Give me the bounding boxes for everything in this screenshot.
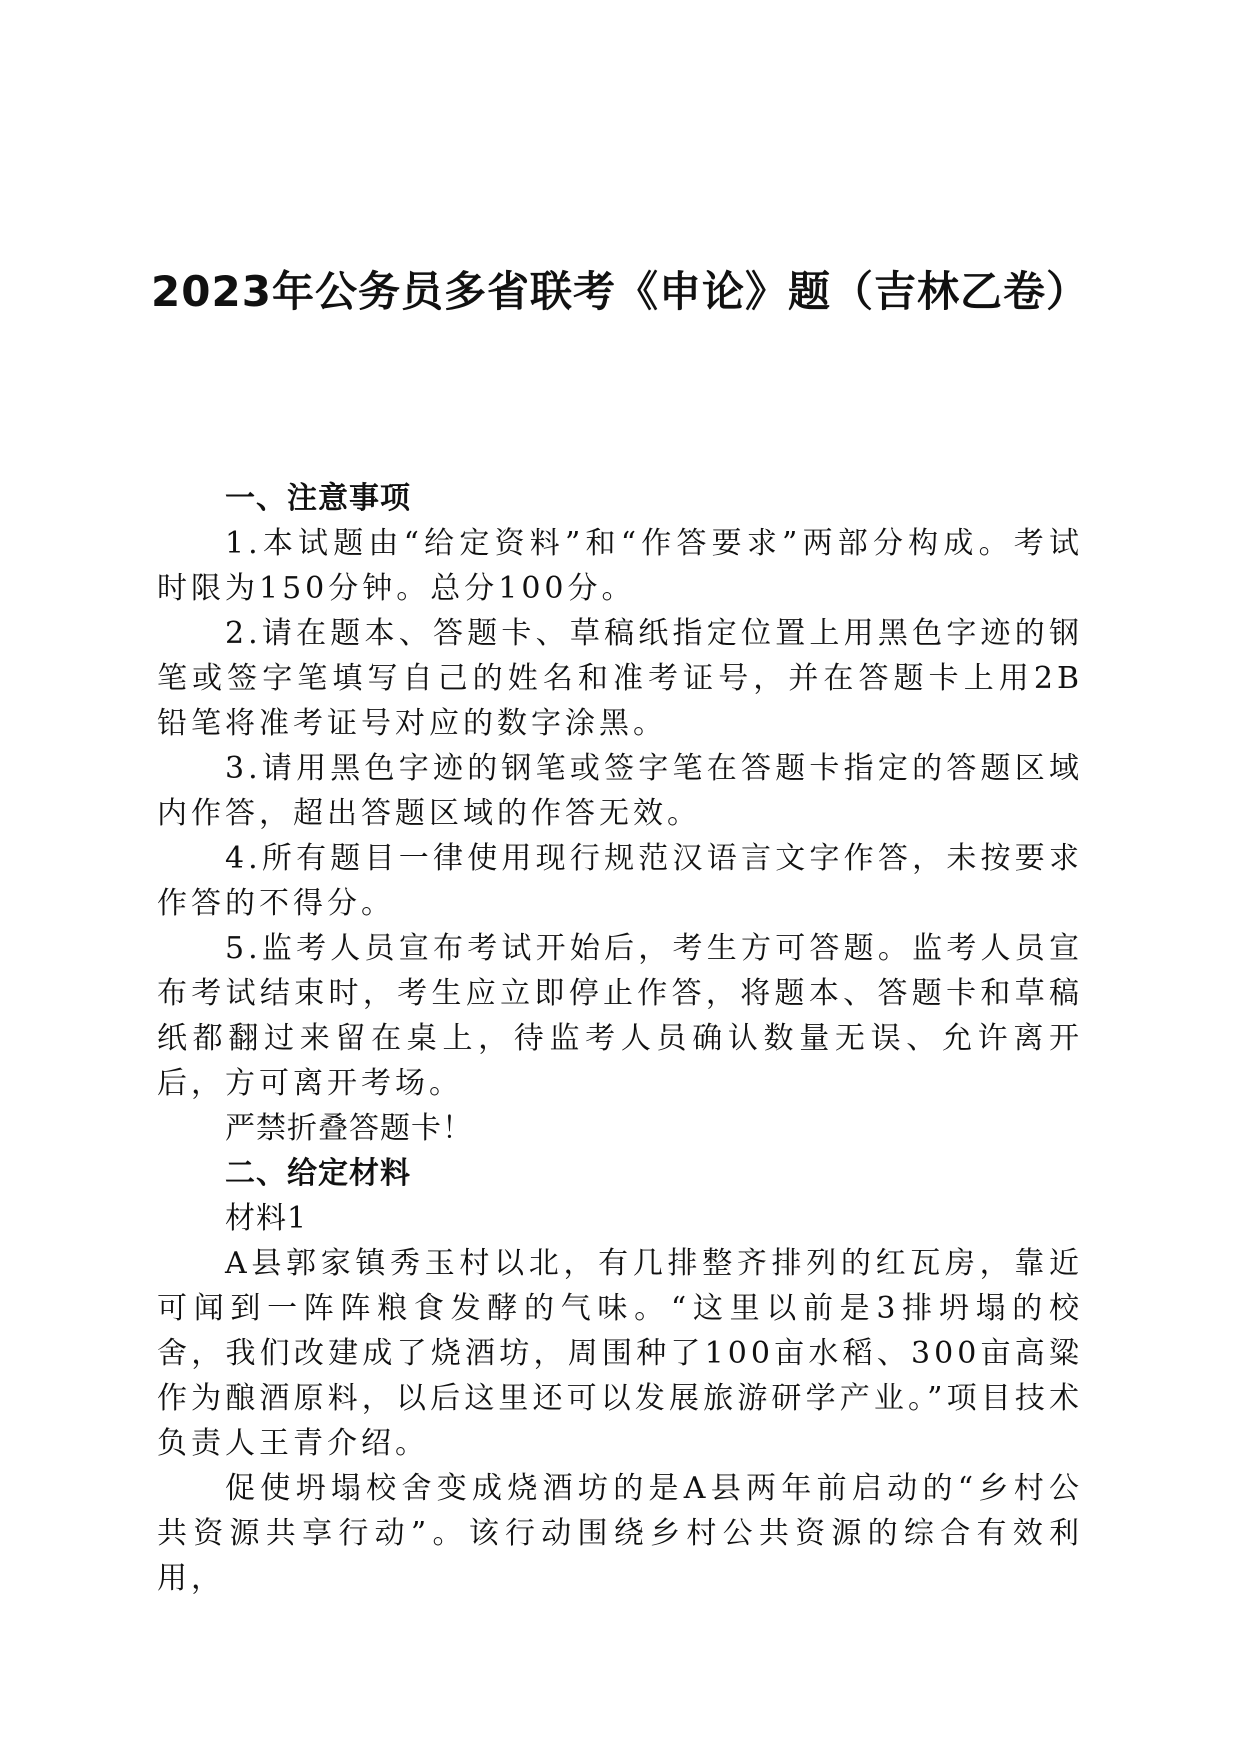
material-1-label: 材料1 bbox=[225, 1201, 308, 1236]
materials-heading: 二、给定材料 bbox=[225, 1156, 411, 1191]
notice-item-4: 4.所有题目一律使用现行规范汉语言文字作答，未按要求作答的不得分。 bbox=[157, 841, 1083, 921]
document-body bbox=[157, 476, 1083, 1601]
notice-item-5: 5.监考人员宣布考试开始后，考生方可答题。监考人员宣布考试结束时，考生应立即停止作答，将题本、答题卡和草稿纸都翻过来留在桌上，待监考人员确认数量无误、允许离开后，方可离开考场。 bbox=[157, 931, 1083, 1101]
material-paragraph-2: 促使坍塌校舍变成烧酒坊的是A县两年前启动的“乡村公共资源共享行动”。该行动围绕乡村公共资源的综合有效利用， bbox=[157, 1471, 1083, 1596]
notice-item-2: 2.请在题本、答题卡、草稿纸指定位置上用黑色字迹的钢笔或签字笔填写自己的姓名和准考证号，并在答题卡上用2B铅笔将准考证号对应的数字涂黑。 bbox=[157, 616, 1083, 741]
notice-heading: 一、注意事项 bbox=[225, 481, 411, 516]
notice-warning: 严禁折叠答题卡！ bbox=[225, 1111, 473, 1146]
material-paragraph-1: A县郭家镇秀玉村以北，有几排整齐排列的红瓦房，靠近可闻到一阵阵粮食发酵的气味。“这里以前是3排坍塌的校舍，我们改建成了烧酒坊，周围种了100亩水稻、300亩高粱作为酿酒原料，以后这里还可以发展旅游研学产业。”项目技术负责人王青介绍。 bbox=[157, 1246, 1083, 1461]
document-title: 2023年公务员多省联考《申论》题（吉林乙卷） bbox=[151, 267, 1089, 316]
notice-item-3: 3.请用黑色字迹的钢笔或签字笔在答题卡指定的答题区域内作答，超出答题区域的作答无效。 bbox=[157, 751, 1083, 831]
notice-item-1: 1.本试题由“给定资料”和“作答要求”两部分构成。考试时限为150分钟。总分100分。 bbox=[157, 526, 1083, 606]
